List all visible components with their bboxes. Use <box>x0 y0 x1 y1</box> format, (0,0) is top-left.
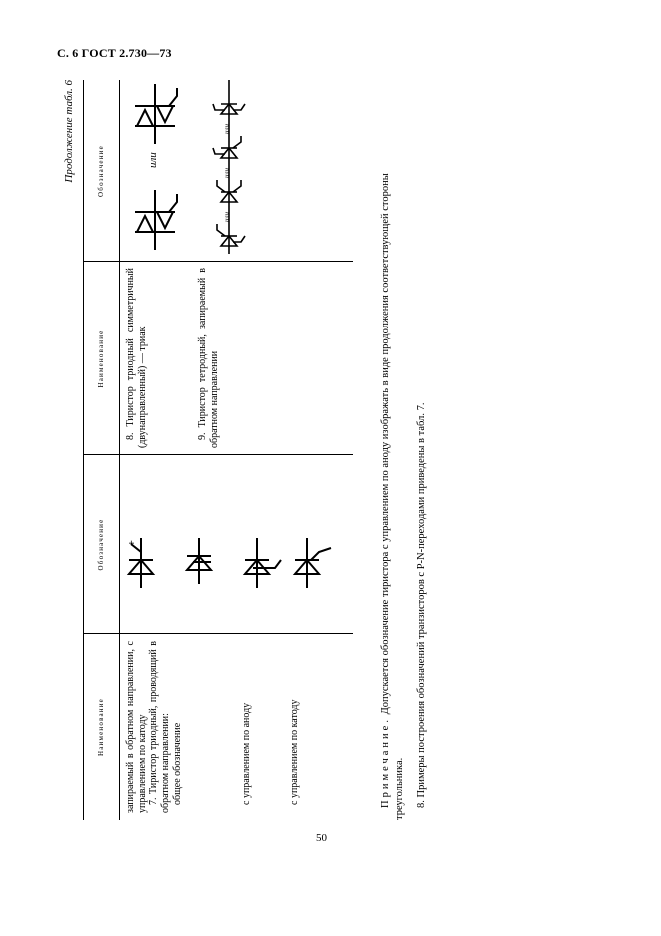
row-text-continuation: запираемый в обратном направлении, с управлением по катоду <box>125 641 148 813</box>
column-divider-3 <box>83 261 353 262</box>
column-divider-1 <box>83 633 353 634</box>
col-header-designation-right: Обозначение <box>97 145 105 197</box>
note-prefix: Примечание. <box>380 717 391 808</box>
col-header-name-right: Наименование <box>97 329 105 388</box>
plus-sign: + <box>127 540 138 546</box>
col-header-name-left: Наименование <box>97 698 105 757</box>
thyristor-symbol-reverse-cathode <box>289 538 333 588</box>
row-text-anode: с управлением по аноду <box>241 702 252 805</box>
row-text-cathode: с управлением по катоду <box>289 699 300 805</box>
row-text-item7: 7. Тиристор триодный, проводящий в обратном направлении: <box>148 641 171 813</box>
column-divider-2 <box>83 454 353 455</box>
or-label-1: или <box>223 211 231 222</box>
table-header-divider <box>119 80 120 820</box>
note-text: Допускается обозначение тиристора с управлением по аноду изображать в виде продолжения соответствующей стороны <box>380 173 391 715</box>
or-label-3: или <box>223 123 231 134</box>
note-line-1 <box>379 173 392 808</box>
page-number: 50 <box>316 832 327 844</box>
or-label-triac: или <box>147 152 159 168</box>
thyristor-symbol-reverse-anode <box>239 538 283 588</box>
row-text-item8: 8. Тиристор триодный симметричный (двунаправленный) — триак <box>125 268 148 448</box>
col-header-designation-left: Обозначение <box>97 518 105 571</box>
row-text-general: общее обозначение <box>172 722 183 805</box>
note-line-2: треугольника. <box>394 757 405 820</box>
paragraph-8: 8. Примеры построения обозначений транзисторов с P-N-переходами приведены в табл. 7. <box>416 402 427 808</box>
thyristor-symbol-general <box>125 534 165 588</box>
or-label-2: или <box>223 167 231 178</box>
table-continuation-label: Продолжение табл. 6 <box>63 80 75 183</box>
row-text-item9: 9. Тиристор тетродный, запираемый в обратном направлении <box>197 268 220 448</box>
page-header: С. 6 ГОСТ 2.730—73 <box>57 46 172 60</box>
thyristor-symbol-reverse-general <box>181 538 217 584</box>
